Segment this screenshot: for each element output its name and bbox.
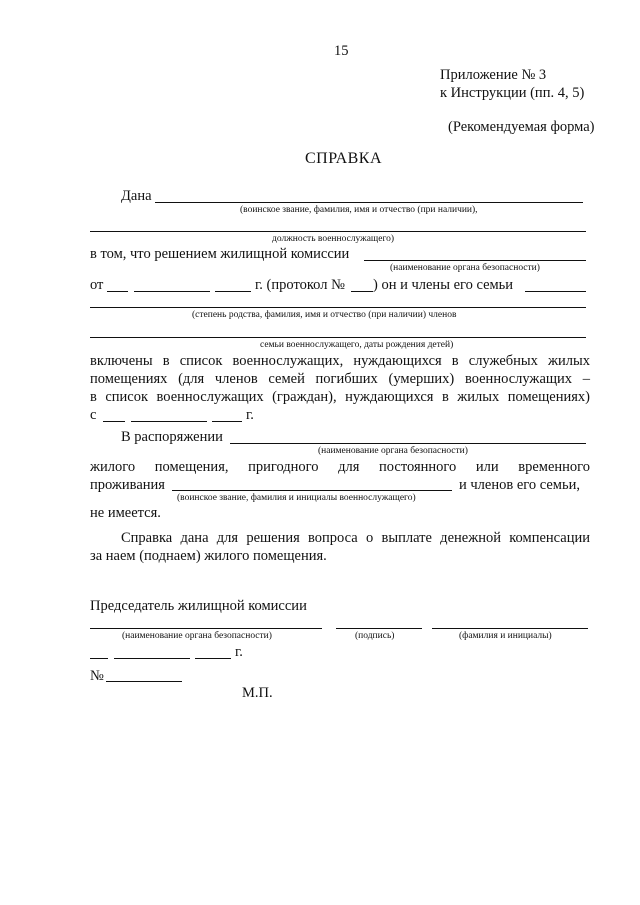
decision-text: в том, что решением жилищной комиссии	[90, 246, 350, 262]
disposal-authority-line[interactable]	[230, 443, 586, 444]
signature-authority-hint: (наименование органа безопасности)	[122, 631, 272, 641]
since-month-line[interactable]	[131, 421, 207, 422]
since-label: с	[90, 407, 97, 423]
page-number: 15	[334, 43, 349, 59]
at-disposal-label: В распоряжении	[121, 429, 223, 445]
family-text: ) он и члены его семьи	[373, 277, 514, 293]
position-hint: должность военнослужащего)	[272, 234, 395, 244]
year-protocol-label: г. (протокол №	[255, 277, 345, 293]
date-day-line[interactable]	[107, 291, 128, 292]
signature-name-hint: (фамилия и инициалы)	[459, 631, 552, 641]
disposal-authority-hint: (наименование органа безопасности)	[318, 446, 468, 456]
paragraph1-line3: в список военнослужащих (граждан), нуждающихся в жилых помещениях)	[90, 389, 590, 405]
family-line-end[interactable]	[525, 291, 586, 292]
sign-date-month-line[interactable]	[114, 658, 190, 659]
signature-hint: (подпись)	[355, 631, 395, 641]
paragraph1-line2: помещениях (для членов семей погибших (умерших) военнослужащих –	[90, 371, 590, 387]
not-available-text: не имеется.	[90, 505, 161, 521]
date-year-line[interactable]	[215, 291, 251, 292]
signature-authority-line[interactable]	[90, 628, 322, 629]
family-hint-2: семьи военнослужащего, даты рождения детей)	[260, 340, 454, 350]
sign-date-year-line[interactable]	[195, 658, 231, 659]
serviceman-line[interactable]	[172, 490, 452, 491]
authority-line[interactable]	[364, 260, 586, 261]
issued-to-hint: (воинское звание, фамилия, имя и отчество (при наличии),	[240, 205, 478, 215]
authority-hint: (наименование органа безопасности)	[390, 263, 540, 273]
appendix-reference: к Инструкции (пп. 4, 5)	[440, 85, 585, 101]
protocol-number-line[interactable]	[351, 291, 373, 292]
family-hint: (степень родства, фамилия, имя и отчество (при наличии) членов	[192, 310, 457, 320]
since-year-line[interactable]	[212, 421, 242, 422]
and-family-label: и членов его семьи,	[459, 477, 580, 493]
paragraph2-line2: жилого помещения, пригодного для постоянного или временного	[90, 459, 590, 475]
date-from-label: от	[90, 277, 104, 293]
paragraph3-line2: за наем (поднаем) жилого помещения.	[90, 548, 327, 564]
family-line[interactable]	[90, 307, 586, 308]
number-sign: №	[90, 668, 104, 684]
position-line[interactable]	[90, 231, 586, 232]
signature-line[interactable]	[336, 628, 422, 629]
serviceman-hint: (воинское звание, фамилия и инициалы военнослужащего)	[177, 493, 416, 503]
stamp-place: М.П.	[242, 685, 273, 701]
issued-to-line[interactable]	[155, 202, 583, 203]
sign-year-label: г.	[235, 644, 243, 660]
paragraph3-line1: Справка дана для решения вопроса о выплате денежной компенсации	[121, 530, 590, 546]
certificate-number-line[interactable]	[106, 681, 182, 682]
form-note: (Рекомендуемая форма)	[448, 119, 595, 135]
date-month-line[interactable]	[134, 291, 210, 292]
appendix-title: Приложение № 3	[440, 67, 547, 83]
signature-name-line[interactable]	[432, 628, 588, 629]
since-year-label: г.	[246, 407, 254, 423]
chairman-label: Председатель жилищной комиссии	[90, 598, 307, 614]
sign-date-day-line[interactable]	[90, 658, 108, 659]
since-day-line[interactable]	[103, 421, 125, 422]
document-title: СПРАВКА	[305, 150, 383, 167]
issued-to-label: Дана	[121, 188, 152, 204]
family-line-2[interactable]	[90, 337, 586, 338]
living-label: проживания	[90, 477, 165, 493]
paragraph1-line1: включены в список военнослужащих, нуждающихся в служебных жилых	[90, 353, 590, 369]
